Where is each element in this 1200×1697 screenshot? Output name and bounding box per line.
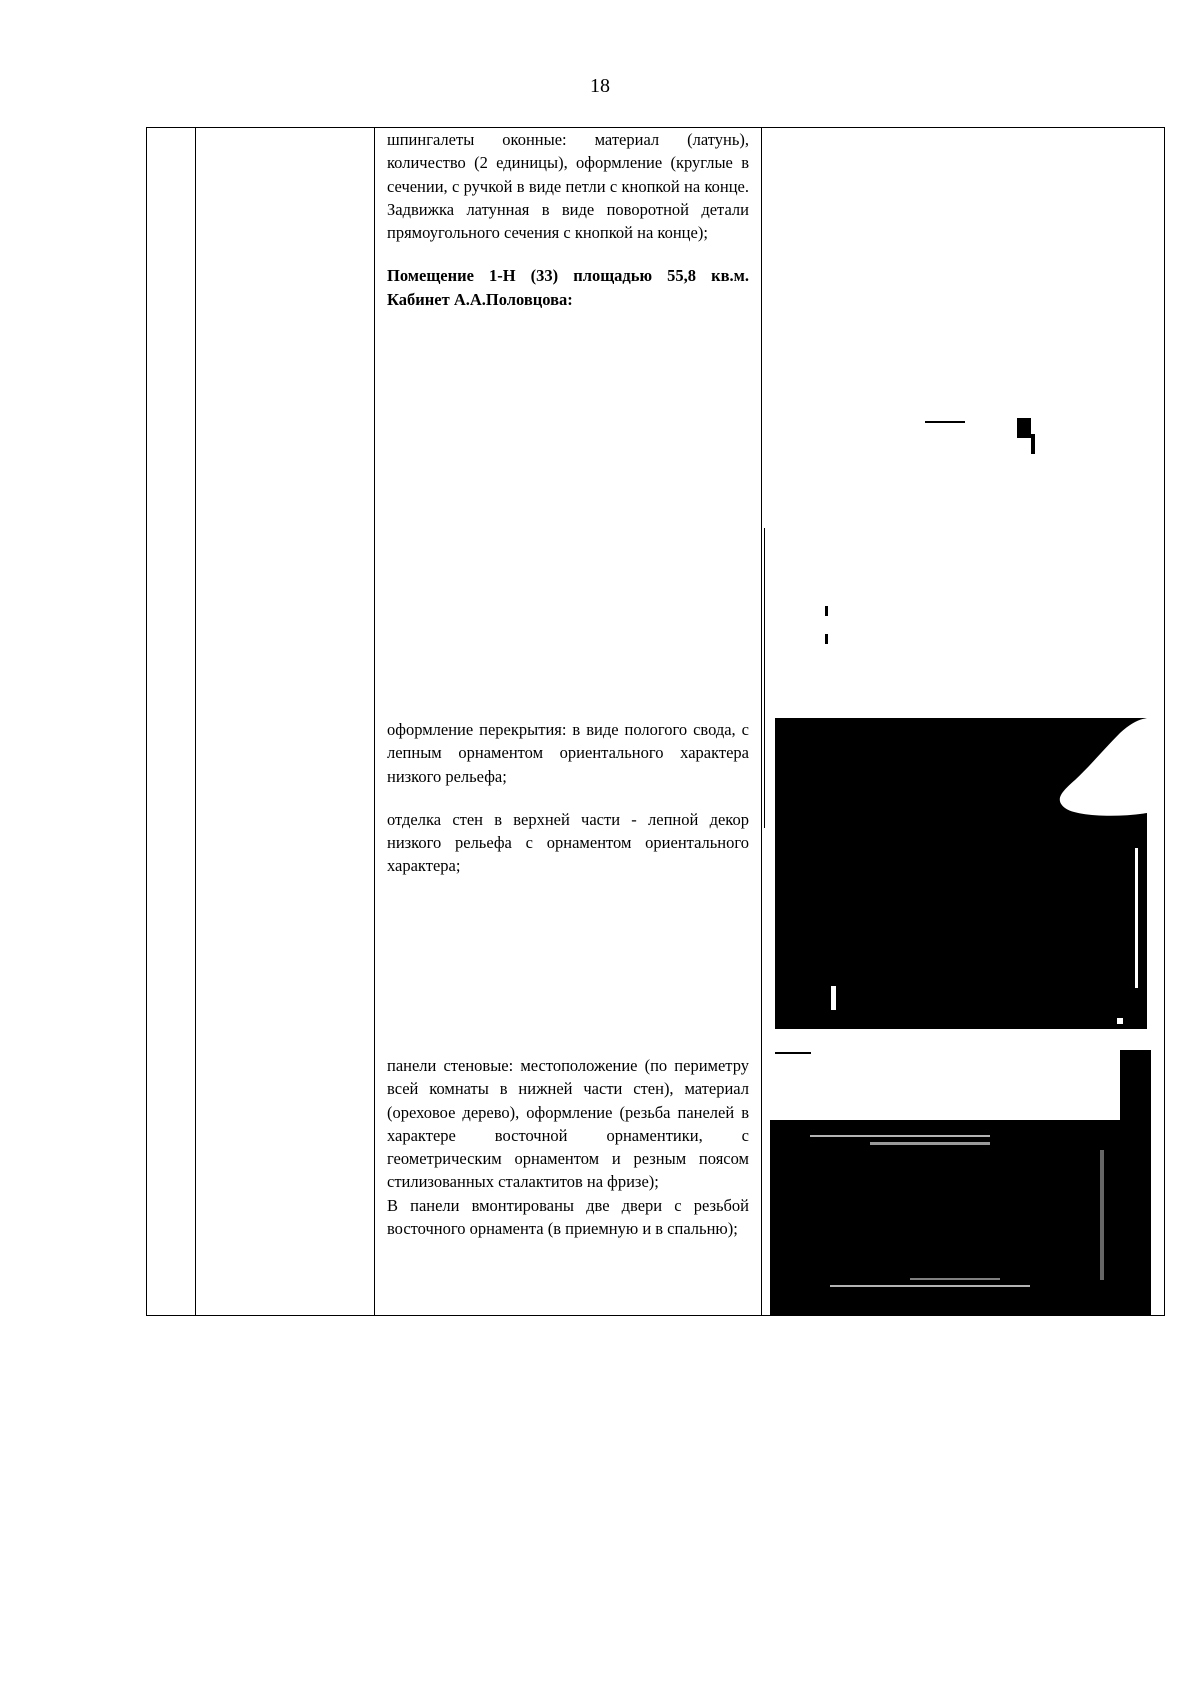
row3-description xyxy=(387,1054,749,1240)
scan-artifact xyxy=(825,606,828,616)
room-heading: Помещение 1-Н (33) площадью 55,8 кв.м. Кабинет А.А.Половцова: xyxy=(387,266,749,309)
scan-artifact xyxy=(1031,434,1035,454)
page-number: 18 xyxy=(590,75,610,97)
row1-paragraph: шпингалеты оконные: материал (латунь), количество (2 единицы), оформление (круглые в сечении, с ручкой в виде петли с кнопкой на конце. Задвижка латунная в виде поворотной детали прямоугольного сечения с кнопкой на конце); xyxy=(387,130,749,243)
row1-description xyxy=(387,128,749,311)
row3-paragraph: панели стеновые: местоположение (по периметру всей комнаты в нижней части стен), материал (ореховое дерево), оформление (резьба панелей в характере восточной орнаментики, с геометрическим орнаментом и резным поясом стилизованных сталактитов на фризе); xyxy=(387,1056,749,1192)
column-divider xyxy=(761,128,762,1315)
wall-panels-photo xyxy=(770,1050,1151,1316)
scan-artifact xyxy=(1017,418,1031,438)
column-divider xyxy=(195,128,196,1315)
scan-artifact xyxy=(825,634,828,644)
ceiling-photo xyxy=(775,718,1147,1029)
row3-paragraph: В панели вмонтированы две двери с резьбой восточного орнамента (в приемную и в спальню); xyxy=(387,1195,749,1239)
row2-paragraph: оформление перекрытия: в виде пологого свода, с лепным орнаментом ориентального характера низкого рельефа; xyxy=(387,720,749,786)
column-divider xyxy=(374,128,375,1315)
description-table xyxy=(146,127,1165,1316)
scan-artifact xyxy=(925,421,965,423)
column-divider-double xyxy=(764,528,765,828)
row2-paragraph: отделка стен в верхней части - лепной декор низкого рельефа с орнаментом ориентального характера; xyxy=(387,809,749,876)
row2-description xyxy=(387,718,749,878)
